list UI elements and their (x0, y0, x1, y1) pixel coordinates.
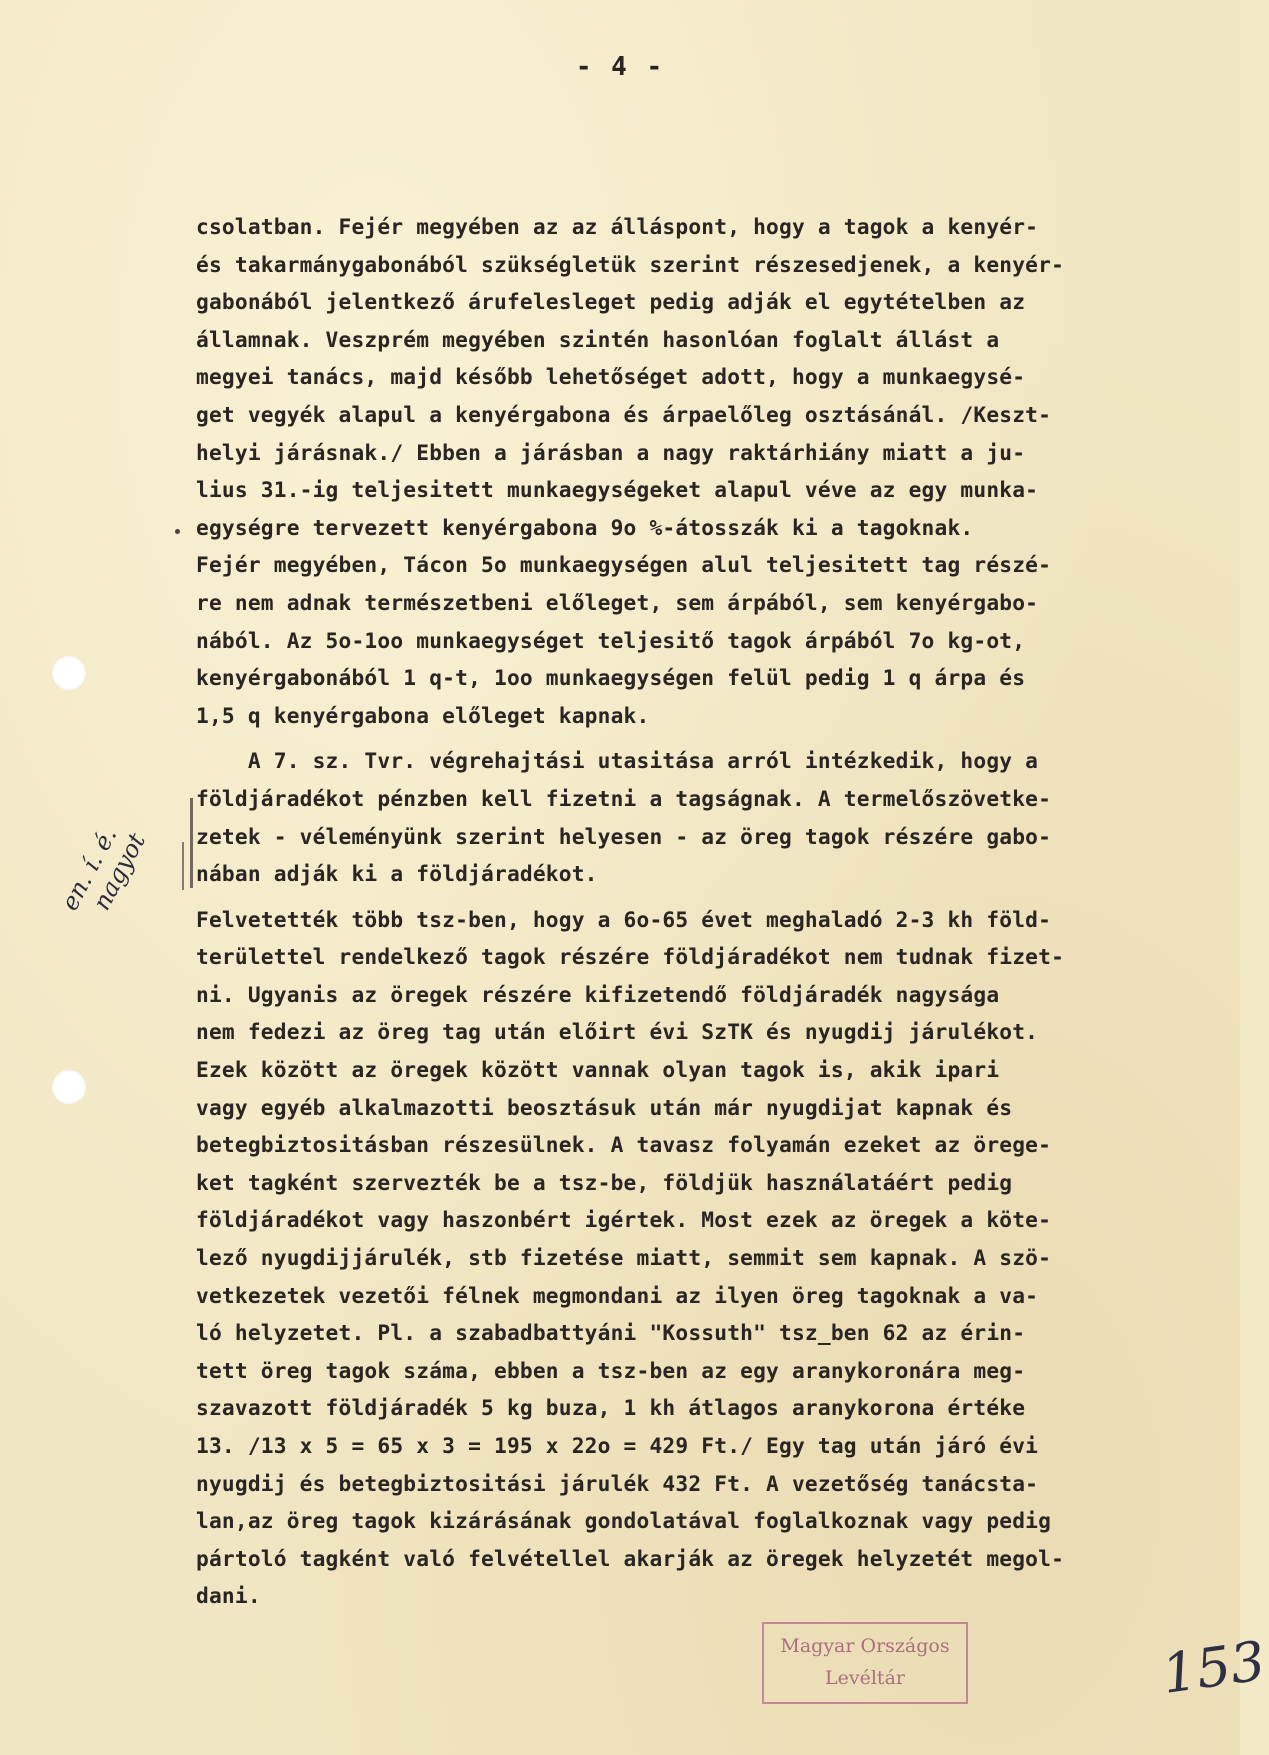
text-line: gabonából jelentkező árufelesleget pedig adják el egytételben az (196, 289, 1026, 315)
typewritten-body (196, 208, 1226, 1615)
text-line: helyi járásnak./ Ebben a járásban a nagy raktárhiány miatt a ju- (196, 439, 1026, 465)
text-line: megyei tanács, majd később lehetőséget adott, hogy a munkaegysé- (196, 364, 1026, 390)
margin-dot (175, 529, 180, 534)
text-line: get vegyék alapul a kenyérgabona és árpaelőleg osztásánál. /Keszt- (196, 401, 1052, 427)
text-line: földjáradékot pénzben kell fizetni a tagságnak. A termelőszövetke- (196, 785, 1052, 811)
text-line: Ezek között az öregek között vannak olyan tagok is, akik ipari (196, 1057, 1000, 1083)
text-line: ló helyzetet. Pl. a szabadbattyáni "Kossuth" tsz_ben 62 az érin- (196, 1320, 1026, 1346)
text-line: nában adják ki a földjáradékot. (196, 861, 598, 887)
text-line: szavazott földjáradék 5 kg buza, 1 kh átlagos aranykorona értéke (196, 1395, 1026, 1421)
text-line: zetek - véleményünk szerint helyesen - az öreg tagok részére gabo- (196, 823, 1052, 849)
text-line: kenyérgabonából 1 q-t, 1oo munkaegységen felül pedig 1 q árpa és (196, 665, 1026, 691)
text-line: re nem adnak természetbeni előleget, sem árpából, sem kenyérgabo- (196, 589, 1039, 615)
text-line: Felvetették több tsz-ben, hogy a 6o-65 évet meghaladó 2-3 kh föld- (196, 906, 1052, 932)
text-line: vetkezetek vezetői félnek megmondani az ilyen öreg tagoknak a va- (196, 1282, 1039, 1308)
page-number: - 4 - (575, 52, 665, 82)
text-line: 13. /13 x 5 = 65 x 3 = 195 x 22o = 429 Ft./ Egy tag után járó évi (196, 1433, 1039, 1458)
stamp-line-1: Magyar Országos (780, 1635, 950, 1657)
text-line: lező nyugdijjárulék, stb fizetése miatt, semmit sem kapnak. A szö- (196, 1245, 1052, 1271)
text-line: nyugdij és betegbiztositási járulék 432 Ft. A vezetőség tanácsta- (196, 1470, 1039, 1496)
text-line: ni. Ugyanis az öregek részére kifizetendő földjáradék nagysága (196, 981, 1000, 1007)
text-line: lius 31.-ig teljesitett munkaegységeket alapul véve az egy munka- (196, 477, 1039, 503)
handwritten-margin-note: en. í. é. nagyot (55, 822, 152, 929)
text-line: államnak. Veszprém megyében szintén hasonlóan foglalt állást a (196, 326, 1000, 352)
text-line: A 7. sz. Tvr. végrehajtási utasitása arról intézkedik, hogy a (196, 748, 1039, 774)
text-line: területtel rendelkező tagok részére földjáradékot nem tudnak fizet- (196, 944, 1065, 970)
text-line: csolatban. Fejér megyében az az álláspont, hogy a tagok a kenyér- (196, 214, 1039, 239)
text-line: Fejér megyében, Tácon 5o munkaegységen alul teljesitett tag részé- (196, 552, 1052, 578)
text-line: ket tagként szervezték be a tsz-be, földjük használatáért pedig (196, 1169, 1013, 1195)
stamp-line-2: Levéltár (825, 1667, 905, 1689)
text-line: nából. Az 5o-1oo munkaegységet teljesitő tagok árpából 7o kg-ot, (196, 627, 1026, 653)
text-line: dani. (196, 1583, 261, 1609)
text-line: pártoló tagként való felvétellel akarják az öregek helyzetét megol- (196, 1545, 1065, 1571)
punch-hole-lower (52, 1070, 86, 1104)
punch-hole-upper (52, 656, 86, 690)
handwritten-folio-number: 153 (1158, 1629, 1269, 1706)
text-line: tett öreg tagok száma, ebben a tsz-ben az egy aranykoronára meg- (196, 1357, 1026, 1383)
text-line: betegbiztositásban részesülnek. A tavasz folyamán ezeket az örege- (196, 1132, 1052, 1158)
text-line: 1,5 q kenyérgabona előleget kapnak. (196, 702, 650, 728)
archive-stamp (762, 1622, 968, 1704)
text-line: egységre tervezett kenyérgabona 9o %-átosszák ki a tagoknak. (196, 514, 974, 540)
text-line: és takarmánygabonából szükségletük szerint részesedjenek, a kenyér- (196, 251, 1065, 277)
text-line: földjáradékot vagy haszonbért igértek. Most ezek az öregek a köte- (196, 1207, 1052, 1233)
text-line: nem fedezi az öreg tag után előirt évi SzTK és nyugdij járulékot. (196, 1019, 1039, 1045)
text-line: vagy egyéb alkalmazotti beosztásuk után már nyugdijat kapnak és (196, 1094, 1013, 1120)
text-line: lan,az öreg tagok kizárásának gondolatával foglalkoznak vagy pedig (196, 1508, 1052, 1534)
